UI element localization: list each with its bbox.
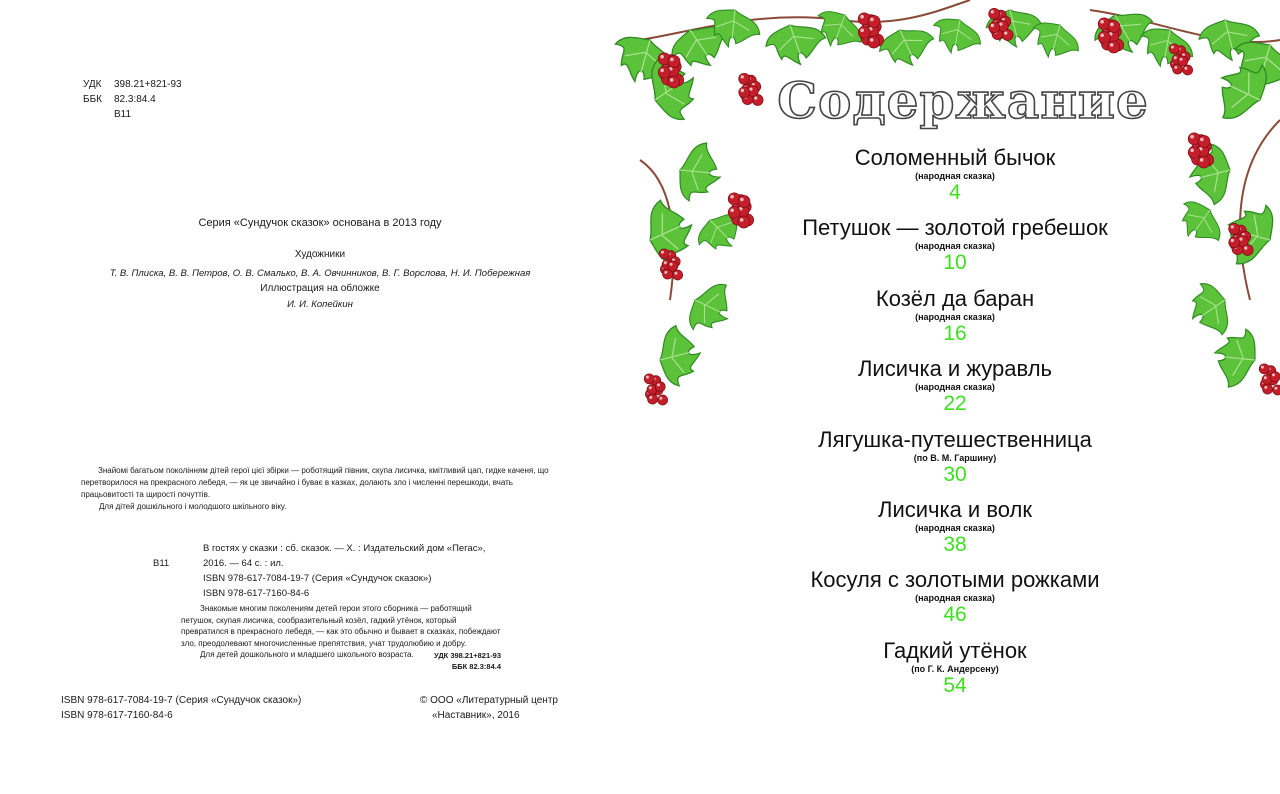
toc-entry[interactable] [740, 356, 1170, 426]
contents-title-text: Содержание [777, 71, 1149, 130]
berry [989, 22, 1000, 33]
berry [658, 66, 670, 78]
artists-heading: Художники [294, 249, 346, 260]
toc-entry-page-number: 30 [943, 462, 967, 486]
toc-entry-title: Гадкий утёнок [883, 637, 1027, 663]
toc-entry-note: (народная сказка) [915, 311, 995, 322]
toc-entry-title: Лягушка-путешественница [818, 426, 1092, 452]
toc-entry-page-number: 46 [943, 603, 967, 627]
catalog-year: 2016. — 64 с. : ил. [203, 558, 284, 569]
toc-entry-note: (народная сказка) [915, 382, 995, 393]
leaf [655, 322, 706, 388]
berry [648, 394, 658, 404]
toc-entry-note: (народная сказка) [915, 241, 995, 252]
berry [1178, 56, 1188, 66]
berry [739, 73, 750, 84]
leaf [928, 14, 985, 60]
berry [1259, 364, 1269, 374]
catalog-card [153, 541, 503, 601]
berry [1263, 384, 1273, 394]
berry [1188, 146, 1200, 158]
toc-entry-note: (народная сказка) [915, 171, 995, 181]
berry-cluster [1259, 364, 1280, 395]
copyright-line-1: © ООО «Литературный центр [420, 695, 558, 706]
leaf [682, 275, 742, 341]
leaf [762, 17, 831, 72]
toc-entry[interactable] [740, 638, 1170, 708]
catalog-title: В гостях у сказки : сб. сказок. — Х. : Издательский дом «Пегас», [203, 543, 486, 554]
berry [1270, 372, 1280, 382]
toc-entry-title: Козёл да баран [875, 285, 1035, 311]
berry [668, 76, 680, 88]
berry-cluster [659, 249, 682, 280]
toc-entry[interactable] [740, 286, 1170, 356]
berry [1198, 135, 1210, 147]
copyright-block [420, 693, 558, 723]
toc-entry-note: (народная сказка) [915, 522, 995, 533]
berry [858, 26, 870, 38]
annotation-ru-audience: Для детей дошкольного и младшего школьного возраста. [200, 650, 414, 659]
annotation-ua-text: Знайомі багатьом поколінням дітей герої цієї збірки — роботящий півник, скупа лисичка, кмітливий цап, гидке каченя, що перетворилося на прекрасного лебедя, — як це звичайно і буває в казках, долають зло і численні перешкоди, вчать працьовитості та щирості почуттів. [81, 466, 549, 499]
leaf [675, 139, 726, 205]
author-mark-row: В11 [114, 109, 132, 120]
berry-cluster [739, 73, 763, 105]
copyright-line-2: «Наставник», 2016 [432, 710, 520, 721]
berry [1183, 65, 1193, 75]
berry [659, 249, 669, 259]
berry-cluster [1188, 133, 1213, 168]
leaf [875, 20, 939, 74]
toc-entry-page-number: 16 [943, 321, 967, 345]
berry [728, 206, 740, 218]
berry [1198, 156, 1210, 168]
catalog-code: В11 [153, 558, 170, 569]
udk-code: УДК 398.21+821-93 [434, 651, 501, 660]
berry [1108, 20, 1120, 32]
toc-entry-note: (народная сказка) [915, 593, 995, 604]
berry-cluster [644, 374, 667, 405]
toc-entry-note: (по В. М. Гаршину) [913, 452, 997, 463]
berry [1098, 31, 1110, 43]
toc-entry[interactable] [740, 567, 1170, 637]
berry [1229, 223, 1240, 234]
annotation-ua-audience: Для дітей дошкільного і молодшого шкільного віку. [99, 502, 287, 511]
udk-row: УДК 398.21+821-93 [83, 79, 182, 90]
berry [868, 36, 880, 48]
bbk-code: ББК 82.3:84.4 [451, 662, 501, 671]
isbn-block [61, 693, 301, 723]
toc-entry-page-number: 10 [943, 251, 967, 275]
leaf [1179, 277, 1239, 343]
berry [1273, 385, 1280, 395]
isbn-series: ISBN 978-617-7084-19-7 (Серия «Сундучок сказок») [61, 695, 302, 706]
toc-entry[interactable] [740, 215, 1170, 285]
berry [673, 270, 683, 280]
toc-entry-page-number: 54 [943, 673, 967, 697]
twig [1240, 120, 1280, 300]
leaf [1170, 195, 1230, 253]
toc-entry-page-number: 22 [943, 392, 967, 416]
toc-entry-title: Петушок — золотой гребешок [802, 215, 1108, 241]
toc-entry-title: Лисичка и журавль [857, 356, 1052, 382]
contents-page [640, 0, 1280, 794]
leaf [1209, 325, 1260, 391]
toc-entry-page-number: 38 [943, 532, 967, 556]
bbk-row: ББК 82.3:84.4 [83, 94, 156, 105]
berry-cluster [858, 13, 883, 48]
berry [1108, 41, 1120, 53]
berry [655, 382, 665, 392]
toc-entry[interactable] [740, 497, 1170, 567]
artists-list: Т. В. Плиска, В. В. Петров, О. В. Смалько, В. А. Овчинников, В. Г. Ворслова, Н. И. Побережная [109, 268, 531, 279]
toc-entry-title: Косуля с золотыми рожками [810, 567, 1100, 593]
catalog-isbn: ISBN 978-617-7160-84-6 [203, 588, 310, 599]
berry [1229, 237, 1240, 248]
toc-entry-title: Соломенный бычок [854, 145, 1056, 170]
catalog-codes [360, 650, 501, 672]
toc-entry-title: Лисичка и волк [878, 496, 1032, 522]
berry [989, 8, 1000, 19]
toc-entry-page-number: 4 [949, 181, 961, 204]
berry [868, 15, 880, 27]
berry [739, 87, 750, 98]
berry [668, 261, 678, 271]
cover-artist: И. И. Копейкин [287, 299, 353, 310]
catalog-isbn-series: ISBN 978-617-7084-19-7 (Серия «Сундучок сказок») [203, 573, 432, 584]
berry [644, 374, 654, 384]
annotation-ru-text: Знакомые многим поколениям детей герои этого сборника — работящий петушок, скупая лисичка, сообразительный козёл, гадкий утёнок, который превратился в прекрасного лебедя, — как это обычно и бывает в сказках, побеждают зло, преодолевают многочисленные препятствия, учат трудолюбию и добру. [181, 604, 501, 648]
toc-entry[interactable] [740, 427, 1170, 497]
annotation-ukrainian [81, 465, 561, 513]
toc-entry-note: (по Г. К. Андерсену) [911, 663, 999, 674]
classification-codes [83, 77, 182, 122]
isbn-book: ISBN 978-617-7160-84-6 [61, 710, 173, 721]
cover-heading: Иллюстрация на обложке [260, 283, 380, 294]
berry [658, 395, 668, 405]
berry [1169, 44, 1179, 54]
table-of-contents [740, 145, 1170, 708]
series-note: Серия «Сундучок сказок» основана в 2013 году [198, 217, 442, 229]
berry [668, 55, 680, 67]
contents-title [777, 68, 1149, 130]
toc-entry[interactable] [740, 145, 1170, 215]
